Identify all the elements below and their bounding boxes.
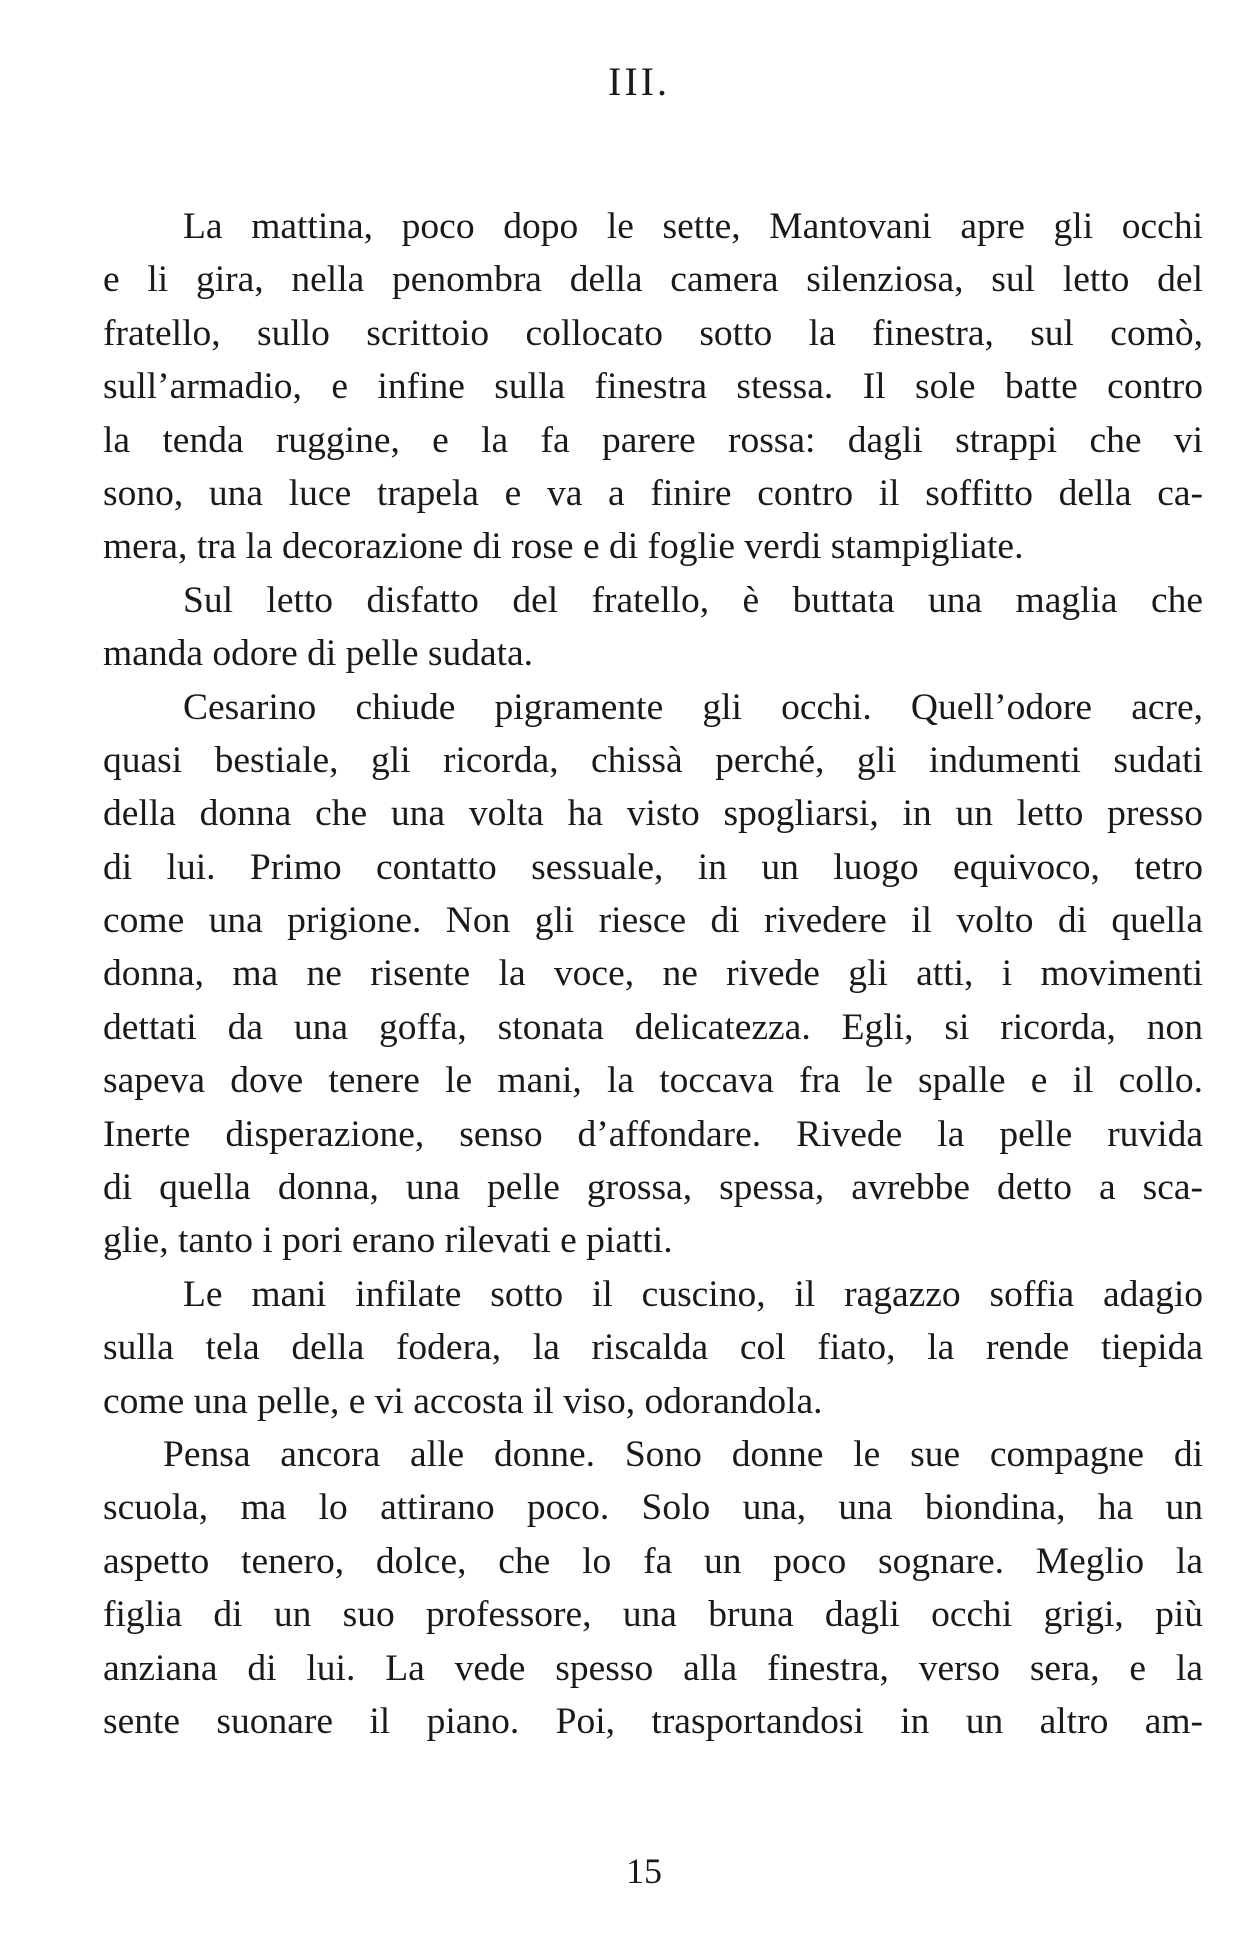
text-line: Cesarino chiude pigramente gli occhi. Quell’odore acre, bbox=[183, 686, 1203, 728]
text-line: scuola, ma lo attirano poco. Solo una, una biondina, ha un bbox=[103, 1487, 1203, 1529]
text-line: anziana di lui. La vede spesso alla finestra, verso sera, e la bbox=[103, 1647, 1203, 1689]
text-line: Le mani infilate sotto il cuscino, il ragazzo soffia adagio bbox=[183, 1273, 1203, 1315]
text-line: e li gira, nella penombra della camera silenziosa, sul letto del bbox=[103, 259, 1203, 301]
text-line: manda odore di pelle sudata. bbox=[103, 633, 534, 675]
text-line: di quella donna, una pelle grossa, spessa, avrebbe detto a sca- bbox=[103, 1167, 1203, 1209]
text-line: sapeva dove tenere le mani, la toccava fra le spalle e il collo. bbox=[103, 1060, 1203, 1102]
text-line: La mattina, poco dopo le sette, Mantovani apre gli occhi bbox=[183, 206, 1203, 247]
page-number: 15 bbox=[626, 1851, 662, 1891]
text-line: di lui. Primo contatto sessuale, in un luogo equivoco, tetro bbox=[103, 846, 1203, 888]
text-line: Inerte disperazione, senso d’affondare. Rivede la pelle ruvida bbox=[103, 1113, 1203, 1155]
text-line: sente suonare il piano. Poi, trasportandosi in un altro am- bbox=[103, 1700, 1203, 1742]
text-line: quasi bestiale, gli ricorda, chissà perché, gli indumenti sudati bbox=[103, 739, 1203, 781]
text-line: fratello, sullo scrittoio collocato sotto la finestra, sul comò, bbox=[103, 312, 1203, 354]
text-line: come una prigione. Non gli riesce di rivedere il volto di quella bbox=[103, 900, 1203, 942]
text-line: sono, una luce trapela e va a finire contro il soffitto della ca- bbox=[103, 472, 1203, 514]
text-line: dettati da una goffa, stonata delicatezza. Egli, si ricorda, non bbox=[103, 1006, 1203, 1048]
text-line: aspetto tenero, dolce, che lo fa un poco sognare. Meglio la bbox=[103, 1540, 1203, 1582]
text-line: mera, tra la decorazione di rose e di foglie verdi stampigliate. bbox=[103, 526, 1024, 568]
text-line: Pensa ancora alle donne. Sono donne le sue compagne di bbox=[163, 1433, 1203, 1475]
text-line: come una pelle, e vi accosta il viso, odorandola. bbox=[103, 1380, 823, 1422]
text-line: sulla tela della fodera, la riscalda col fiato, la rende tiepida bbox=[103, 1327, 1203, 1369]
text-line: Sul letto disfatto del fratello, è buttata una maglia che bbox=[183, 579, 1203, 621]
text-line: della donna che una volta ha visto spogliarsi, in un letto presso bbox=[103, 793, 1203, 835]
text-line: donna, ma ne risente la voce, ne rivede gli atti, i movimenti bbox=[103, 953, 1203, 995]
text-line: sull’armadio, e infine sulla finestra stessa. Il sole batte contro bbox=[103, 366, 1203, 408]
text-line: glie, tanto i pori erano rilevati e piatti. bbox=[103, 1220, 673, 1262]
chapter-heading: III. bbox=[608, 59, 670, 104]
text-line: figlia di un suo professore, una bruna dagli occhi grigi, più bbox=[103, 1594, 1203, 1636]
body-text bbox=[103, 200, 1203, 1748]
text-line: la tenda ruggine, e la fa parere rossa: dagli strappi che vi bbox=[103, 419, 1203, 461]
